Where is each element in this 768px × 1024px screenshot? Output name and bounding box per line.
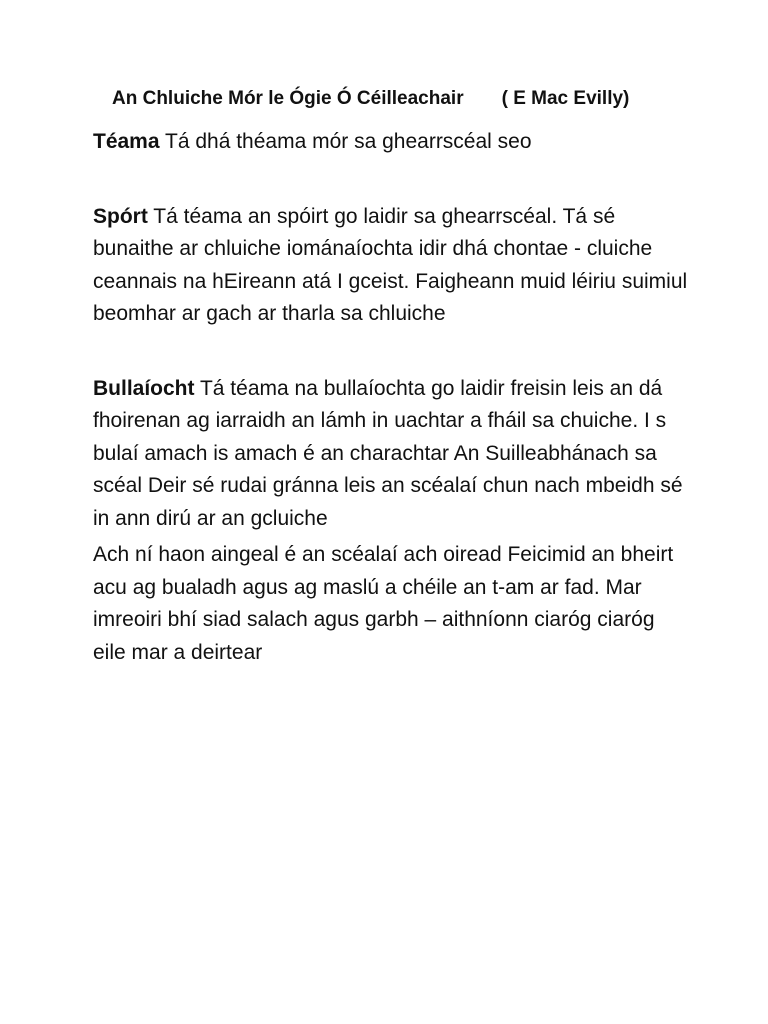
bullying-term: Bullaíocht	[93, 376, 195, 400]
sport-paragraph	[93, 201, 693, 331]
document-author: ( E Mac Evilly)	[501, 88, 630, 109]
document-heading	[112, 88, 629, 110]
document-body	[93, 126, 693, 669]
bullying-paragraph	[93, 373, 693, 536]
document-title: An Chluiche Mór le Ógie Ó Céilleachair	[112, 88, 464, 109]
bullying-text: Tá téama na bullaíochta go laidir freisin leis an dá fhoirenan ag iarraidh an lámh in uachtar a fháil sa chuiche. I s bulaí amach is amach é an charachtar An Suilleabhánach sa scéal Deir sé rudai gránna leis an scéalaí chun nach mbeidh sé in ann dirú ar an gcluiche	[93, 376, 683, 530]
theme-text: Tá dhá théama mór sa ghearrscéal seo	[159, 130, 532, 153]
theme-term: Téama	[93, 130, 160, 153]
theme-intro-paragraph	[93, 126, 693, 159]
sport-term: Spórt	[93, 204, 148, 228]
closing-paragraph: Ach ní haon aingeal é an scéalaí ach oiread Feicimid an bheirt acu ag bualadh agus ag maslú a chéile an t-am ar fad. Mar imreoiri bhí siad salach agus garbh – aithníonn ciaróg ciaróg eile mar a deirtear	[93, 543, 674, 664]
sport-text: Tá téama an spóirt go laidir sa ghearrscéal. Tá sé bunaithe ar chluiche iománaíochta idir dhá chontae - cluiche ceannais na hEireann atá I gceist. Faigheann muid léiriu suimiul beomhar ar gach ar tharla sa chluiche	[93, 204, 688, 325]
